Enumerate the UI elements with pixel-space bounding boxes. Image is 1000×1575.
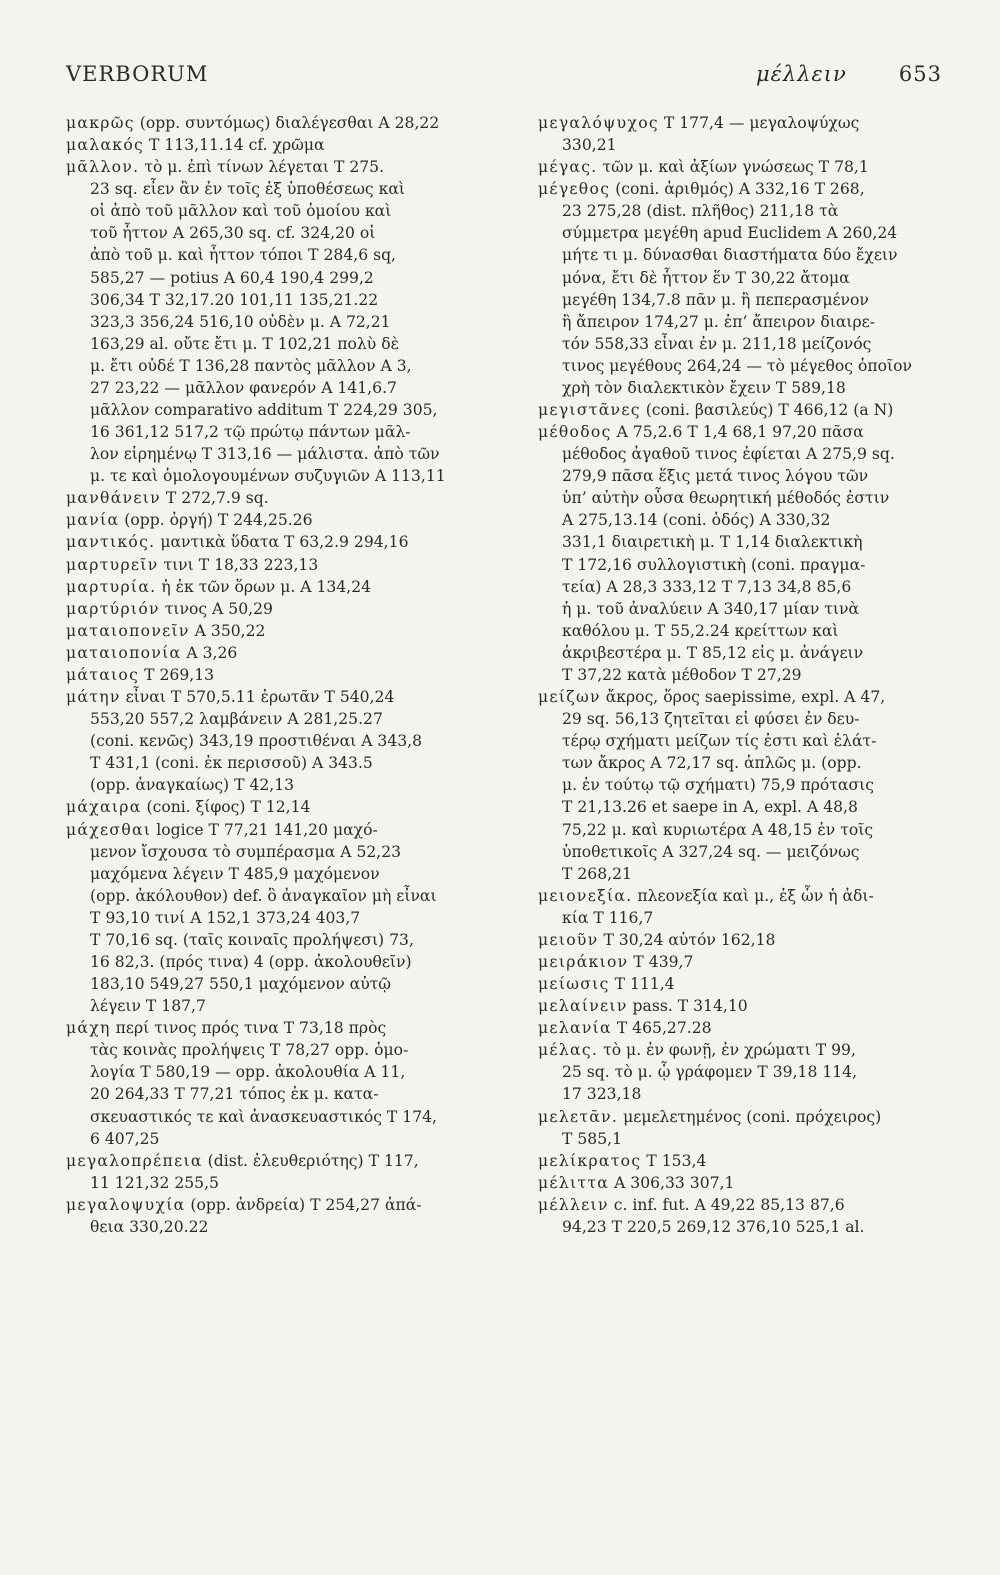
index-entry-line xyxy=(538,1106,938,1128)
entry-text: μ. ἐν τούτῳ τῷ σχήματι) 75,9 πρότασις xyxy=(562,776,874,795)
index-continuation-line xyxy=(538,819,938,841)
entry-text: 11 121,32 255,5 xyxy=(90,1173,219,1192)
index-entry-line xyxy=(538,995,938,1017)
entry-lemma: μέλιττα xyxy=(538,1173,610,1192)
entry-text: θεια 330,20.22 xyxy=(90,1217,209,1236)
index-continuation-line xyxy=(538,708,938,730)
entry-text: T 269,13 xyxy=(139,665,215,684)
index-entry-line xyxy=(538,1150,938,1172)
index-entry-line xyxy=(538,1017,938,1039)
index-continuation-line xyxy=(538,200,938,222)
entry-text: (opp. ὀργή) T 244,25.26 xyxy=(119,511,313,530)
index-entry-line xyxy=(538,178,938,200)
index-continuation-line xyxy=(538,509,938,531)
entry-lemma: μέγεθος xyxy=(538,180,611,199)
entry-text: ἢ ἄπειρον 174,27 μ. ἐπ’ ἄπειρον διαιρε- xyxy=(562,312,875,331)
index-continuation-line xyxy=(66,929,480,951)
entry-lemma: μεγιστᾶνες xyxy=(538,401,641,420)
index-continuation-line xyxy=(66,222,480,244)
index-continuation-line xyxy=(538,222,938,244)
entry-lemma: μαρτύριόν xyxy=(66,599,160,618)
entry-text: 94,23 T 220,5 269,12 376,10 525,1 al. xyxy=(562,1217,865,1236)
index-continuation-line xyxy=(538,841,938,863)
index-entry-line xyxy=(66,156,480,178)
entry-lemma: μειοῦν xyxy=(538,930,599,949)
index-continuation-line xyxy=(66,1216,480,1238)
entry-text: σκευαστικός τε καὶ ἀνασκευαστικός T 174, xyxy=(90,1107,438,1126)
index-continuation-line xyxy=(538,134,938,156)
index-continuation-line xyxy=(538,752,938,774)
entry-lemma: μᾶλλον. xyxy=(66,158,140,177)
entry-text: (opp. ἀναγκαίως) T 42,13 xyxy=(90,776,295,795)
entry-lemma: μείωσις xyxy=(538,975,610,994)
index-continuation-line xyxy=(538,355,938,377)
index-entry-line xyxy=(66,620,480,642)
entry-text: 27 23,22 — μᾶλλον φανερόν A 141,6.7 xyxy=(90,378,397,397)
entry-text: ἡ μ. τοῦ ἀναλύειν A 340,17 μίαν τινὰ xyxy=(562,599,860,618)
index-continuation-line xyxy=(66,465,480,487)
entry-text: λογία T 580,19 — opp. ἀκολουθία A 11, xyxy=(90,1063,406,1082)
index-entry-line xyxy=(538,973,938,995)
entry-text: μαντικὰ ὕδατα T 63,2.9 294,16 xyxy=(155,533,409,552)
entry-text: μᾶλλον comparativo additum T 224,29 305, xyxy=(90,401,438,420)
index-continuation-line xyxy=(66,907,480,929)
entry-lemma: μάχεσθαι xyxy=(66,820,152,839)
entry-text: T 37,22 κατὰ μέθοδον T 27,29 xyxy=(562,665,802,684)
entry-text: οἱ ἀπὸ τοῦ μᾶλλον καὶ τοῦ ὁμοίου καὶ xyxy=(90,202,392,221)
entry-text: T 465,27.28 xyxy=(611,1019,712,1038)
index-entry-line xyxy=(538,1172,938,1194)
entry-text: 279,9 πᾶσα ἕξις μετά τινος λόγου τῶν xyxy=(562,467,869,486)
entry-text: T 268,21 xyxy=(562,864,632,883)
index-continuation-line xyxy=(538,1128,938,1150)
entry-text: 17 323,18 xyxy=(562,1085,642,1104)
entry-text: μενον ἴσχουσα τὸ συμπέρασμα A 52,23 xyxy=(90,842,402,861)
index-continuation-line xyxy=(538,531,938,553)
index-entry-line xyxy=(538,1039,938,1061)
entry-lemma: ματαιοπονία xyxy=(66,643,182,662)
entry-text: A 275,13.14 (coni. ὁδός) A 330,32 xyxy=(562,511,831,530)
running-head-title: VERBORUM xyxy=(66,62,209,86)
index-continuation-line xyxy=(538,487,938,509)
entry-lemma: μελετᾶν. xyxy=(538,1107,619,1126)
entry-lemma: μαλακός xyxy=(66,136,145,155)
entry-text: T 585,1 xyxy=(562,1129,622,1148)
index-continuation-line xyxy=(538,465,938,487)
entry-text: τέρῳ σχήματι μείζων τίς ἐστι καὶ ἐλάτ- xyxy=(562,732,877,751)
entry-text: 331,1 διαιρετικὴ μ. T 1,14 διαλεκτικὴ xyxy=(562,533,863,552)
index-continuation-line xyxy=(538,863,938,885)
index-continuation-line xyxy=(538,907,938,929)
index-continuation-line xyxy=(538,1216,938,1238)
entry-text: μόνα, ἔτι δὲ ἧττον ἕν T 30,22 ἄτομα xyxy=(562,268,850,287)
entry-text: T 439,7 xyxy=(628,952,694,971)
index-entry-line xyxy=(66,642,480,664)
index-continuation-line xyxy=(538,1083,938,1105)
entry-text: A 306,33 307,1 xyxy=(609,1173,735,1192)
index-entry-line xyxy=(66,1017,480,1039)
index-continuation-line xyxy=(538,730,938,752)
index-entry-line xyxy=(66,576,480,598)
entry-text: 20 264,33 T 77,21 τόπος ἐκ μ. κατα- xyxy=(90,1085,379,1104)
index-continuation-line xyxy=(538,267,938,289)
entry-text: μαχόμενα λέγειν T 485,9 μαχόμενον xyxy=(90,864,380,883)
entry-lemma: μέγας. xyxy=(538,158,598,177)
entry-text: κία T 116,7 xyxy=(562,908,654,927)
entry-text: 553,20 557,2 λαμβάνειν A 281,25.27 xyxy=(90,710,383,729)
entry-text: τεία) A 28,3 333,12 T 7,13 34,8 85,6 xyxy=(562,577,852,596)
entry-lemma: μεγαλοψυχία xyxy=(66,1195,186,1214)
entry-text: 75,22 μ. καὶ κυριωτέρα A 48,15 ἐν τοῖς xyxy=(562,820,874,839)
entry-text: εἶναι T 570,5.11 ἐρωτᾶν T 540,24 xyxy=(120,688,395,707)
entry-text: λον εἰρημένῳ T 313,16 — μάλιστα. ἀπὸ τῶν xyxy=(90,445,440,464)
entry-text: T 30,24 αὐτόν 162,18 xyxy=(598,930,776,949)
index-continuation-line xyxy=(66,863,480,885)
entry-text: 323,3 356,24 516,10 οὐδὲν μ. A 72,21 xyxy=(90,312,391,331)
entry-lemma: μειονεξία. xyxy=(538,886,633,905)
entry-lemma: μελανία xyxy=(538,1019,612,1038)
entry-text: τοῦ ἧττον A 265,30 sq. cf. 324,20 οἱ xyxy=(90,224,376,243)
entry-text: των ἄκρος A 72,17 sq. ἁπλῶς μ. (opp. xyxy=(562,754,862,773)
entry-text: 306,34 T 32,17.20 101,11 135,21.22 xyxy=(90,290,379,309)
index-continuation-line xyxy=(538,774,938,796)
index-continuation-line xyxy=(538,554,938,576)
entry-text: logice T 77,21 141,20 μαχό- xyxy=(151,820,378,839)
entry-lemma: μαρτυρία. xyxy=(66,577,157,596)
index-continuation-line xyxy=(66,995,480,1017)
index-entry-line xyxy=(66,664,480,686)
index-continuation-line xyxy=(538,333,938,355)
entry-text: λέγειν T 187,7 xyxy=(90,997,206,1016)
entry-text: T 113,11.14 cf. χρῶμα xyxy=(144,136,325,155)
index-continuation-line xyxy=(538,1061,938,1083)
index-continuation-line xyxy=(66,178,480,200)
entry-text: 6 407,25 xyxy=(90,1129,160,1148)
entry-lemma: μέλλειν xyxy=(538,1195,609,1214)
entry-text: ἀκριβεστέρα μ. T 85,12 εἰς μ. ἀνάγειν xyxy=(562,643,864,662)
index-entry-line xyxy=(66,554,480,576)
index-continuation-line xyxy=(538,576,938,598)
index-continuation-line xyxy=(66,730,480,752)
index-continuation-line xyxy=(538,796,938,818)
page-number: 653 xyxy=(898,62,942,86)
entry-text: (opp. ἀκόλουθον) def. ὃ ἀναγκαῖον μὴ εἶναι xyxy=(90,886,437,905)
entry-text: (coni. ξίφος) T 12,14 xyxy=(141,798,311,817)
entry-text: χρὴ τὸν διαλεκτικὸν ἔχειν T 589,18 xyxy=(562,378,846,397)
entry-text: τινος A 50,29 xyxy=(159,599,273,618)
entry-text: T 272,7.9 sq. xyxy=(160,489,269,508)
index-continuation-line xyxy=(66,1039,480,1061)
index-continuation-line xyxy=(66,774,480,796)
entry-text: ὑποθετικοῖς A 327,24 sq. — μειζόνως xyxy=(562,842,860,861)
index-continuation-line xyxy=(66,752,480,774)
index-entry-line xyxy=(538,156,938,178)
entry-lemma: ματαιοπονεῖν xyxy=(66,621,190,640)
index-entry-line xyxy=(66,819,480,841)
index-continuation-line xyxy=(66,311,480,333)
index-continuation-line xyxy=(538,311,938,333)
index-continuation-line xyxy=(66,289,480,311)
left-column xyxy=(66,112,480,1238)
index-continuation-line xyxy=(66,951,480,973)
entry-lemma: μεγαλόψυχος xyxy=(538,114,659,132)
entry-lemma: μελαίνειν xyxy=(538,997,628,1016)
index-entry-line xyxy=(66,686,480,708)
entry-text: μεμελετημένος (coni. πρόχειρος) xyxy=(618,1107,882,1126)
entry-lemma: μέθοδος xyxy=(538,423,612,442)
index-entry-line xyxy=(538,686,938,708)
entry-text: T 111,4 xyxy=(609,975,675,994)
entry-text: σύμμετρα μεγέθη apud Euclidem A 260,24 xyxy=(562,224,898,243)
entry-text: T 172,16 συλλογιστικὴ (coni. πραγμα- xyxy=(562,555,866,574)
entry-text: pass. T 314,10 xyxy=(627,997,748,1016)
entry-text: τῶν μ. καὶ ἀξίων γνώσεως T 78,1 xyxy=(597,158,869,177)
entry-text: μήτε τι μ. δύνασθαι διαστήματα δύο ἔχειν xyxy=(562,246,898,265)
entry-lemma: μαρτυρεῖν xyxy=(66,555,159,574)
entry-text: περί τινος πρός τινα T 73,18 πρὸς xyxy=(110,1019,387,1038)
running-head xyxy=(66,62,942,96)
index-continuation-line xyxy=(66,708,480,730)
entry-text: 23 275,28 (dist. πλῆθος) 211,18 τὰ xyxy=(562,202,839,221)
index-continuation-line xyxy=(66,267,480,289)
entry-text: 29 sq. 56,13 ζητεῖται εἰ φύσει ἐν δευ- xyxy=(562,710,860,729)
entry-text: T 177,4 — μεγαλοψύχως xyxy=(658,114,860,132)
entry-text: T 153,4 xyxy=(641,1151,707,1170)
index-entry-line xyxy=(66,509,480,531)
index-continuation-line xyxy=(538,289,938,311)
entry-text: τινι T 18,33 223,13 xyxy=(158,555,319,574)
entry-text: (coni. κενῶς) 343,19 προστιθέναι A 343,8 xyxy=(90,732,423,751)
entry-text: T 431,1 (coni. ἐκ περισσοῦ) A 343.5 xyxy=(90,754,373,773)
entry-text: T 93,10 τινί A 152,1 373,24 403,7 xyxy=(90,908,361,927)
index-continuation-line xyxy=(66,1128,480,1150)
index-entry-line xyxy=(538,951,938,973)
entry-text: μέθοδος ἀγαθοῦ τινος ἐφίεται A 275,9 sq. xyxy=(562,445,895,464)
index-entry-line xyxy=(538,885,938,907)
entry-text: A 3,26 xyxy=(181,643,238,662)
entry-lemma: μάταιος xyxy=(66,665,140,684)
entry-text: (coni. ἀριθμός) A 332,16 T 268, xyxy=(610,180,865,199)
entry-text: A 350,22 xyxy=(189,621,266,640)
entry-lemma: μαντικός. xyxy=(66,533,156,552)
entry-text: τὸ μ. ἐπὶ τίνων λέγεται T 275. xyxy=(139,158,385,177)
entry-lemma: μάτην xyxy=(66,688,121,707)
index-entry-line xyxy=(66,531,480,553)
entry-text: μ. τε καὶ ὁμολογουμένων συζυγιῶν A 113,11 xyxy=(90,467,446,486)
index-entry-line xyxy=(66,487,480,509)
entry-text: μ. ἔτι οὐδέ T 136,28 παντὸς μᾶλλον A 3, xyxy=(90,356,412,375)
index-continuation-line xyxy=(66,355,480,377)
index-continuation-line xyxy=(538,443,938,465)
index-entry-line xyxy=(66,1150,480,1172)
index-continuation-line xyxy=(66,1106,480,1128)
entry-text: (opp. ἀνδρεία) T 254,27 ἀπά- xyxy=(185,1195,422,1214)
entry-text: τινος μεγέθους 264,24 — τὸ μέγεθος ὁποῖον xyxy=(562,356,912,375)
entry-lemma: μάχαιρα xyxy=(66,798,142,817)
index-continuation-line xyxy=(66,1172,480,1194)
entry-text: 25 sq. τὸ μ. ᾧ γράφομεν T 39,18 114, xyxy=(562,1063,858,1082)
index-continuation-line xyxy=(66,200,480,222)
index-continuation-line xyxy=(66,841,480,863)
entry-lemma: μέλας. xyxy=(538,1041,599,1060)
index-continuation-line xyxy=(66,1061,480,1083)
entry-text: 183,10 549,27 550,1 μαχόμενον αὐτῷ xyxy=(90,975,392,994)
index-entry-line xyxy=(538,399,938,421)
entry-text: ἀπὸ τοῦ μ. καὶ ἧττον τόποι T 284,6 sq, xyxy=(90,246,397,265)
entry-text: 23 sq. εἶεν ἂν ἐν τοῖς ἐξ ὑποθέσεως καὶ xyxy=(90,180,406,199)
entry-lemma: μάχη xyxy=(66,1019,111,1038)
index-continuation-line xyxy=(66,421,480,443)
entry-text: 16 361,12 517,2 τῷ πρώτῳ πάντων μᾶλ- xyxy=(90,423,411,442)
index-continuation-line xyxy=(66,377,480,399)
entry-lemma: μείζων xyxy=(538,688,601,707)
entry-text: ὑπ’ αὐτὴν οὖσα θεωρητική μέθοδός ἐστιν xyxy=(562,489,890,508)
entry-text: 163,29 al. οὔτε ἔτι μ. T 102,21 πολὺ δὲ xyxy=(90,334,399,353)
index-entry-line xyxy=(538,1194,938,1216)
index-entry-line xyxy=(66,112,480,134)
index-continuation-line xyxy=(538,244,938,266)
entry-text: 585,27 — potius A 60,4 190,4 299,2 xyxy=(90,268,374,287)
right-column xyxy=(538,112,938,1238)
entry-text: τὸ μ. ἐν φωνῇ, ἐν χρώματι T 99, xyxy=(598,1041,856,1060)
index-continuation-line xyxy=(66,244,480,266)
entry-text: A 75,2.6 T 1,4 68,1 97,20 πᾶσα xyxy=(611,423,864,442)
entry-text: (coni. βασιλεύς) T 466,12 (a N) xyxy=(640,401,894,420)
entry-lemma: μανθάνειν xyxy=(66,489,161,508)
entry-text: ἡ ἐκ τῶν ὅρων μ. A 134,24 xyxy=(156,577,372,596)
entry-text: (opp. συντόμως) διαλέγεσθαι A 28,22 xyxy=(134,114,440,132)
index-entry-line xyxy=(538,421,938,443)
index-continuation-line xyxy=(538,598,938,620)
entry-text: πλεονεξία καὶ μ., ἐξ ὧν ἡ ἀδι- xyxy=(632,886,874,905)
index-continuation-line xyxy=(66,399,480,421)
entry-text: T 70,16 sq. (ταῖς κοιναῖς προλήψεσι) 73, xyxy=(90,930,414,949)
index-continuation-line xyxy=(538,642,938,664)
entry-text: 330,21 xyxy=(562,136,617,155)
entry-text: c. inf. fut. A 49,22 85,13 87,6 xyxy=(608,1195,845,1214)
entry-text: τὰς κοινὰς προλήψεις T 78,27 opp. ὁμο- xyxy=(90,1041,409,1060)
entry-lemma: μειράκιον xyxy=(538,952,629,971)
entry-text: καθόλου μ. T 55,2.24 κρείττων καὶ xyxy=(562,621,839,640)
entry-text: 16 82,3. (πρός τινα) 4 (opp. ἀκολουθεῖν) xyxy=(90,952,412,971)
entry-text: T 21,13.26 et saepe in A, expl. A 48,8 xyxy=(562,798,858,817)
running-head-catchword: μέλλειν xyxy=(756,62,847,86)
index-entry-line xyxy=(538,929,938,951)
index-continuation-line xyxy=(538,377,938,399)
index-continuation-line xyxy=(538,664,938,686)
index-entry-line xyxy=(66,796,480,818)
entry-text: τόν 558,33 εἶναι ἐν μ. 211,18 μείζονός xyxy=(562,334,872,353)
entry-text: (dist. ἐλευθεριότης) T 117, xyxy=(202,1151,419,1170)
entry-lemma: μανία xyxy=(66,511,120,530)
index-continuation-line xyxy=(66,1083,480,1105)
index-continuation-line xyxy=(538,620,938,642)
index-entry-line xyxy=(66,134,480,156)
index-continuation-line xyxy=(66,973,480,995)
entry-text: μεγέθη 134,7.8 πᾶν μ. ἢ πεπερασμένον xyxy=(562,290,869,309)
index-continuation-line xyxy=(66,885,480,907)
index-continuation-line xyxy=(66,443,480,465)
entry-lemma: μεγαλοπρέπεια xyxy=(66,1151,203,1170)
entry-text: ἄκρος, ὅρος saepissime, expl. A 47, xyxy=(600,688,886,707)
index-continuation-line xyxy=(66,333,480,355)
index-entry-line xyxy=(538,112,938,134)
entry-lemma: μακρῶς xyxy=(66,114,135,132)
index-entry-line xyxy=(66,598,480,620)
index-entry-line xyxy=(66,1194,480,1216)
entry-lemma: μελίκρατος xyxy=(538,1151,642,1170)
